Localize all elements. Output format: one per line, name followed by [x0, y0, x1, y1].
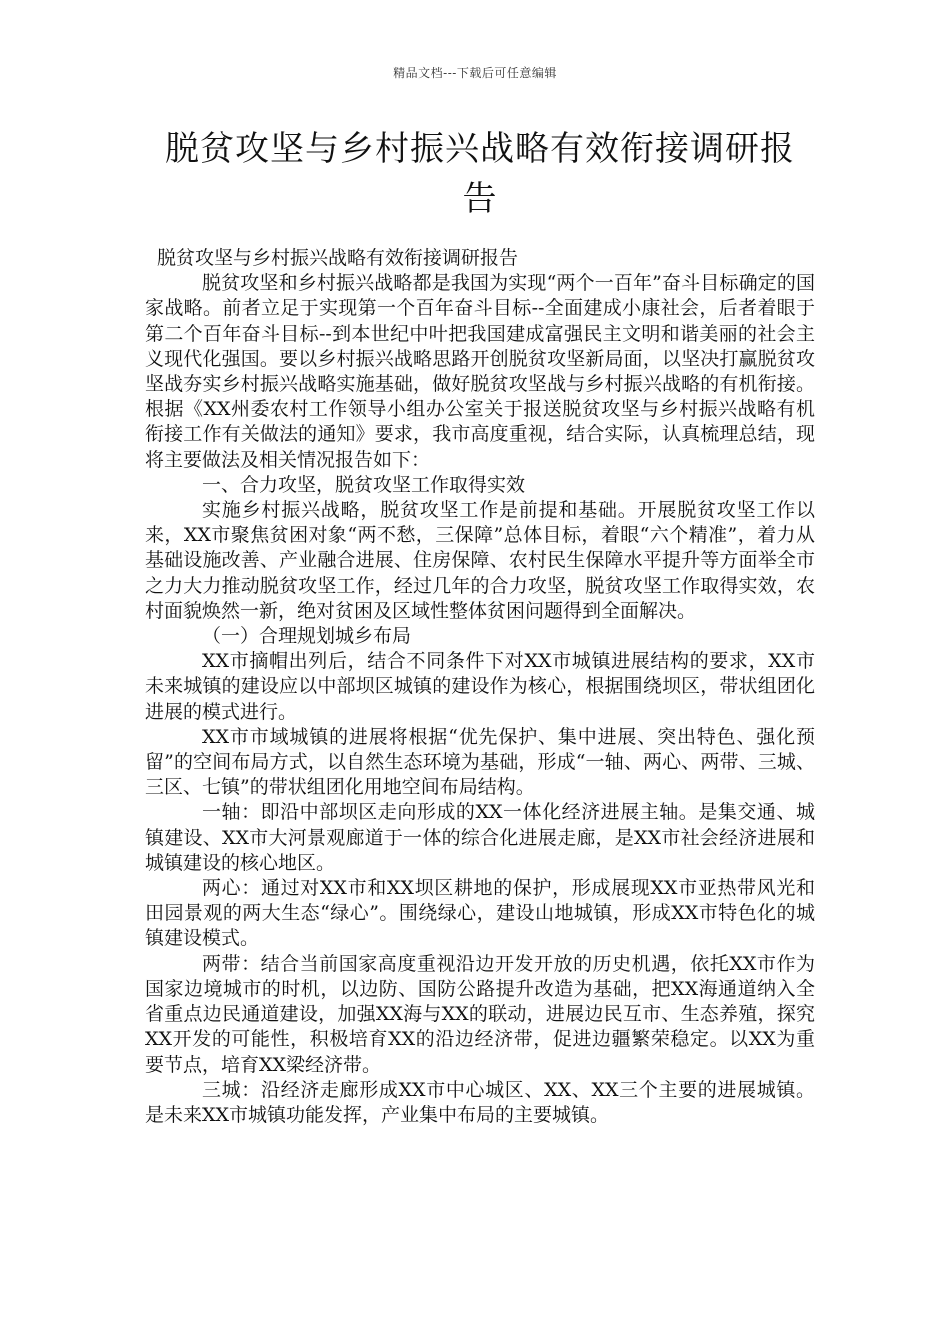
paragraph: 两带：结合当前国家高度重视沿边开发开放的历史机遇，依托XX市作为国家边境城市的时机，以边防、国防公路提升改造为基础，把XX海通道纳入全省重点边民通道建设，加强XX海与XX的联动，进展边民互市、生态养殖，探究XX开发的可能性，积极培育XX的沿边经济带，促进边疆繁荣稳定。以XX为重要节点，培育XX梁经济带。 — [145, 952, 815, 1076]
paragraph: XX市市域城镇的进展将根据“优先保护、集中进展、突出特色、强化预留”的空间布局方式，以自然生态环境为基础，形成“一轴、两心、两带、三城、三区、七镇”的带状组团化用地空间布局结构。 — [145, 725, 815, 799]
paragraph: 三城：沿经济走廊形成XX市中心城区、XX、XX三个主要的进展城镇。是未来XX市城镇功能发挥，产业集中布局的主要城镇。 — [145, 1078, 815, 1126]
paragraph: XX市摘帽出列后，结合不同条件下对XX市城镇进展结构的要求，XX市未来城镇的建设应以中部坝区城镇的建设作为核心，根据围绕坝区，带状组团化进展的模式进行。 — [145, 650, 815, 723]
sub-heading: （一）合理规划城乡布局 — [202, 625, 412, 648]
paragraph: 两心：通过对XX市和XX坝区耕地的保护，形成展现XX市亚热带风光和田园景观的两大生态“绿心”。围绕绿心，建设山地城镇，形成XX市特色化的城镇建设模式。 — [145, 877, 815, 950]
document-body — [145, 246, 815, 1128]
section-heading: 一、合力攻坚，脱贫攻坚工作取得实效 — [202, 473, 526, 496]
document-title: 脱贫攻坚与乡村振兴战略有效衔接调研报告 — [165, 129, 795, 219]
paragraph: 一轴：即沿中部坝区走向形成的XX一体化经济进展主轴。是集交通、城镇建设、XX市大河景观廊道于一体的综合化进展走廊，是XX市社会经济进展和城镇建设的核心地区。 — [145, 801, 815, 874]
paragraph: 脱贫攻坚和乡村振兴战略都是我国为实现“两个一百年”奋斗目标确定的国家战略。前者立足于实现第一个百年奋斗目标--全面建成小康社会，后者着眼于第二个百年奋斗目标--到本世纪中叶把我国建成富强民主文明和谐美丽的社会主义现代化强国。要以乡村振兴战略思路开创脱贫攻坚新局面，以坚决打赢脱贫攻坚战夯实乡村振兴战略实施基础，做好脱贫攻坚战与乡村振兴战略的有机衔接。根据《XX州委农村工作领导小组办公室关于报送脱贫攻坚与乡村振兴战略有机衔接工作有关做法的通知》要求，我市高度重视，结合实际，认真梳理总结，现将主要做法及相关情况报告如下： — [145, 272, 815, 471]
document-subtitle: 脱贫攻坚与乡村振兴战略有效衔接调研报告 — [157, 247, 519, 269]
paragraph: 实施乡村振兴战略，脱贫攻坚工作是前提和基础。开展脱贫攻坚工作以来，XX市聚焦贫困对象“两不愁，三保障”总体目标，着眼“六个精准”，着力从基础设施改善、产业融合进展、住房保障、农村民生保障水平提升等方面举全市之力大力推动脱贫攻坚工作，经过几年的合力攻坚，脱贫攻坚工作取得实效，农村面貌焕然一新，绝对贫困及区域性整体贫困问题得到全面解决。 — [145, 499, 815, 622]
header-note: 精品文档---下载后可任意编辑 — [393, 66, 557, 80]
